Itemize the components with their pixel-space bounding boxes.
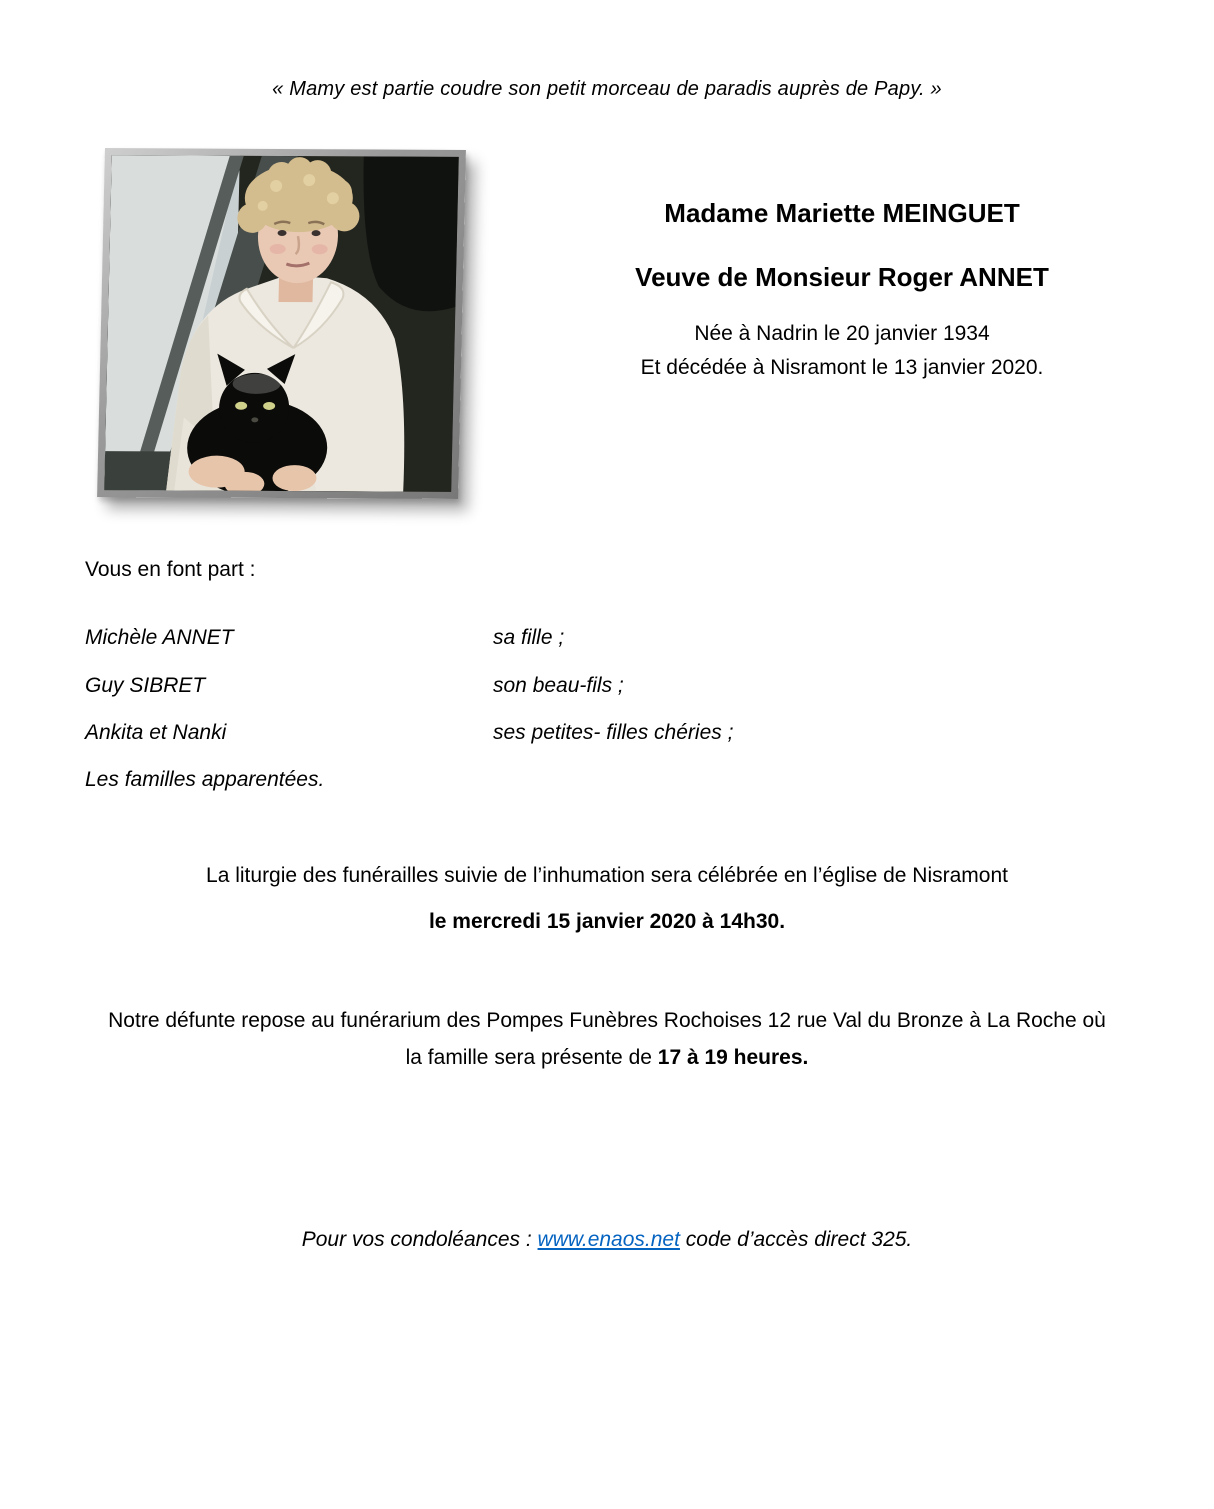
condolences-line bbox=[0, 1228, 1214, 1252]
family-name: Michèle ANNET bbox=[85, 626, 234, 649]
ceremony-datetime: le mercredi 15 janvier 2020 à 14h30. bbox=[428, 910, 786, 933]
deceased-name: Madame Mariette MEINGUET bbox=[664, 198, 1020, 228]
family-name: Guy SIBRET bbox=[85, 674, 206, 697]
condolences-prefix: Pour vos condoléances : bbox=[301, 1228, 538, 1251]
condolences-link[interactable]: www.enaos.net bbox=[537, 1228, 680, 1251]
family-name: Les familles apparentées. bbox=[85, 768, 325, 791]
death-line: Et décédée à Nisramont le 13 janvier 2020. bbox=[640, 356, 1044, 379]
family-name: Ankita et Nanki bbox=[85, 721, 227, 744]
repose-hours: 17 à 19 heures. bbox=[657, 1046, 809, 1069]
ceremony-line: La liturgie des funérailles suivie de l’inhumation sera célébrée en l’église de Nisramont bbox=[206, 864, 1008, 887]
memorial-quote: « Mamy est partie coudre son petit morceau de paradis auprès de Papy. » bbox=[272, 78, 942, 100]
family-relation: sa fille ; bbox=[493, 626, 565, 649]
repose-text: Notre défunte repose au funérarium des Pompes Funèbres Rochoises 12 rue Val du Bronze à La Roche où la famille sera présente de bbox=[108, 1009, 1106, 1069]
memorial-photo bbox=[104, 155, 459, 492]
photo-frame bbox=[97, 148, 466, 499]
family-relation: ses petites- filles chéries ; bbox=[493, 721, 734, 744]
deceased-spouse-line: Veuve de Monsieur Roger ANNET bbox=[635, 262, 1049, 292]
family-relation: son beau-fils ; bbox=[493, 674, 624, 697]
announcement-intro: Vous en font part : bbox=[85, 558, 256, 581]
condolences-suffix: code d’accès direct 325. bbox=[679, 1228, 913, 1251]
repose-paragraph bbox=[102, 1002, 1112, 1076]
birth-line: Née à Nadrin le 20 janvier 1934 bbox=[694, 322, 990, 345]
